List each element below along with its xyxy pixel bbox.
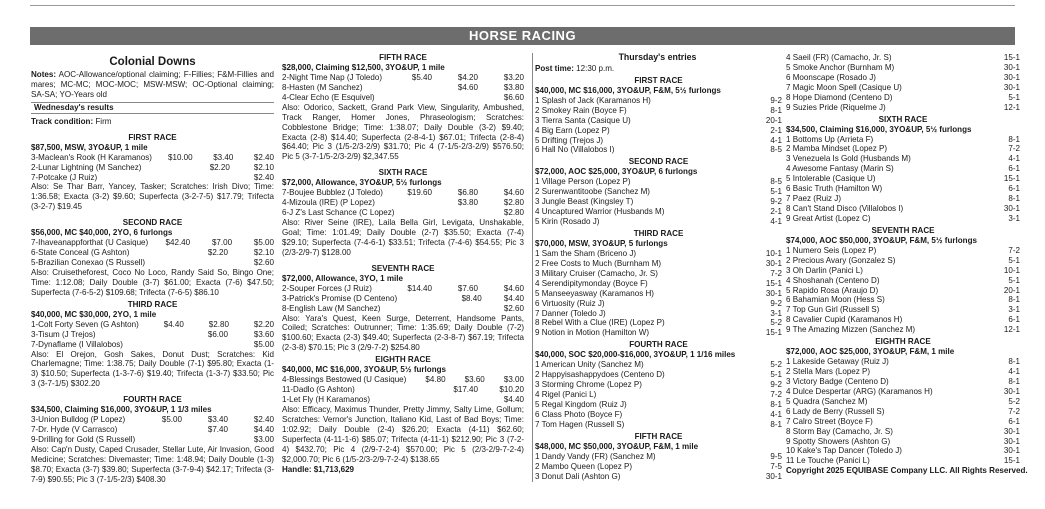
entry-row: 7 Top Gun Girl (Russell S) 3-1 <box>786 305 1020 315</box>
track-condition: Track condition: Firm <box>31 116 112 126</box>
race-summary: Also: Se Thar Barr, Yancey, Tasker; Scratches: Irish Divo; Time: 1:36.58; Exacta (3-2) $9.60; Superfecta (3-2-7-5) $17.79; Trifecta (3-2-7) $19.45 <box>31 182 274 212</box>
finisher-row: 3-Patrick's Promise (D Centeno) $8.40 $4.40 <box>282 293 525 303</box>
finisher-row: 3-Union Bulldog (P Lopez) $5.00 $3.40 $2.40 <box>31 415 274 425</box>
race-heading: THIRD RACE <box>127 299 178 309</box>
entry-row: 2 Smokey Rain (Boyce F) 8-1 <box>535 105 782 115</box>
race-conditions: $72,000, AOC $25,000, 3YO&UP, 6 furlongs <box>535 167 698 177</box>
race-heading: SIXTH RACE <box>378 168 428 178</box>
entry-row: 7 Tom Hagen (Russell S) 8-1 <box>535 419 782 429</box>
entry-row: 8 Hope Diamond (Centeno D) 5-1 <box>786 92 1020 102</box>
finisher-row: 2-Souper Forces (J Ruiz) $14.40 $7.60 $4.60 <box>282 283 524 293</box>
entry-row: 5 Drifting (Trejos J) 4-1 <box>535 135 782 145</box>
finisher-row: 6-J Z's Last Schance (C Lopez) $2.80 <box>282 208 525 218</box>
top-rule <box>30 5 1015 6</box>
column-entries-2 <box>786 53 1028 476</box>
race-conditions: $48,000, MC $50,000, 3YO&UP, F&M, 1 mile <box>535 441 699 451</box>
finisher-row: 1-Let Fly (H Karamanos) $4.40 <box>282 395 524 405</box>
entry-row: 4 Saeil (FR) (Camacho, Jr. S) 15-1 <box>786 53 1020 62</box>
finisher-row: 4-Blessings Bestowed (U Casique) $4.80 $3.60 $3.00 <box>282 375 524 385</box>
finisher-row: 8-English Law (M Sanchez) $2.60 <box>282 303 524 313</box>
entry-row: 8 Storm Bay (Camacho, Jr. S) 30-1 <box>786 426 1020 436</box>
entry-row: 5 Intolerable (Casique U) 15-1 <box>786 174 1020 184</box>
race-conditions: $40,000, MC $16,000, 3YO&UP, F&M, 5½ furlongs <box>535 85 721 95</box>
race-conditions: $28,000, Claiming $12,500, 3YO&UP, 1 mile <box>282 63 445 72</box>
entry-row: 2 Surenwantitoobe (Sanchez M) 5-1 <box>535 187 782 197</box>
section-banner: HORSE RACING <box>30 27 1015 45</box>
entry-row: 3 Donut Dali (Ashton G) 30-1 <box>535 471 782 481</box>
entry-row: 3 Venezuela Is Gold (Husbands M) 4-1 <box>786 154 1020 164</box>
entry-row: 4 Dulce Despertar (ARG) (Karamanos H) 30-1 <box>786 386 1020 396</box>
copyright-notice: Copyright 2025 EQUIBASE Company LLC. All Rights Reserved. <box>786 466 1028 476</box>
race-conditions: $40,000, SOC $20,000-$16,000, 3YO&UP, 1 1/16 miles <box>535 350 736 360</box>
entry-row: 9 The Amazing Mizzen (Sanchez M) 12-1 <box>786 325 1020 335</box>
finisher-row: 4-Mizoula (IRE) (P Lopez) $3.80 $2.80 <box>282 198 524 208</box>
race-summary: Also: El Orejon, Gosh Sakes, Donut Dust; Scratches: Kid Charlemagne; Time: 1:38.75; Daily Double (7-1) $95.80; Exacta (1-3) $10.50; Superfecta (1-3-7-6) $19.40; Trifecta (1-3-7) $33.50; Pic 3 (3-7-1/5) $302.20 <box>31 349 274 389</box>
finisher-row: 2-Night Time Nap (J Toledo) $5.40 $4.20 $3.20 <box>282 73 524 82</box>
entry-row: 3 Victory Badge (Centeno D) 8-1 <box>786 376 1020 386</box>
entry-row: 2 Mamba Mindset (Lopez P) 7-2 <box>786 144 1020 154</box>
entry-row: 5 Rapido Rosa (Araujo D) 20-1 <box>786 285 1020 295</box>
race-heading: SIXTH RACE <box>878 114 928 124</box>
entry-row: 4 Awesome Fantasy (Marin S) 6-1 <box>786 164 1020 174</box>
entry-row: 1 American Unity (Sanchez M) 5-2 <box>535 360 782 370</box>
entry-row: 5 Kirin (Rosado J) 4-1 <box>535 217 782 227</box>
race-heading: THIRD RACE <box>633 228 684 238</box>
entry-row: 6 Basic Truth (Hamilton W) 6-1 <box>786 184 1020 194</box>
entry-row: 1 Sam the Sham (Briceno J) 10-1 <box>535 248 782 258</box>
entry-row: 3 Oh Darlin (Panici L) 10-1 <box>786 265 1020 275</box>
entry-row: 6 Moonscape (Rosado J) 30-1 <box>786 72 1020 82</box>
finisher-row: 7-Boujee Bubblez (J Toledo) $19.60 $6.80 $4.60 <box>282 188 524 198</box>
column-entries-1 <box>532 53 782 482</box>
entry-row: 6 Bahamian Moon (Hess S) 8-1 <box>786 295 1020 305</box>
results-header: Wednesday's results <box>31 102 274 114</box>
entry-row: 2 Mambo Queen (Lopez P) 7-5 <box>535 461 782 471</box>
finisher-row: 2-Lunar Lightning (M Sanchez) $2.20 $2.10 <box>31 162 274 172</box>
race-conditions: $70,000, MSW, 3YO&UP, 5 furlongs <box>535 238 668 248</box>
entry-row: 7 Magic Moon Spell (Casique U) 30-1 <box>786 82 1020 92</box>
finisher-row: 11-Dadlo (G Ashton) $17.40 $10.20 <box>282 385 524 395</box>
finisher-row: 7-Dr. Hyde (V Carrasco) $7.40 $4.40 <box>31 425 274 435</box>
race-heading: FIRST RACE <box>634 75 683 85</box>
post-time: Post time: 12:30 p.m. <box>535 63 615 73</box>
entry-row: 1 Splash of Jack (Karamanos H) 9-2 <box>535 95 782 105</box>
race-conditions: $72,000, AOC $25,000, 3YO&UP, F&M, 1 mile <box>786 347 955 357</box>
finisher-row: 9-Drilling for Gold (S Russell) $3.00 <box>31 435 274 445</box>
entry-row: 3 Storming Chrome (Lopez P) 9-2 <box>535 380 782 390</box>
entry-row: 9 Great Artist (Lopez C) 3-1 <box>786 213 1020 223</box>
entry-row: 7 Paez (Ruiz J) 8-1 <box>786 194 1020 204</box>
entry-row: 3 Jungle Beast (Kingsley T) 9-2 <box>535 197 782 207</box>
entry-row: 10 Kake's Tap Dancer (Toledo J) 30-1 <box>786 446 1020 456</box>
race-conditions: $74,000, AOC $50,000, 3YO&UP, F&M, 5½ furlongs <box>786 235 977 245</box>
entry-row: 6 Class Photo (Boyce F) 4-1 <box>535 409 782 419</box>
entry-row: 2 Free Costs to Much (Burnham M) 30-1 <box>535 258 782 268</box>
finisher-row: 7-Ihaveanappforthat (U Casique) $42.40 $7.00 $5.00 <box>31 238 275 248</box>
finisher-row: 6-State Conceal (G Ashton) $2.20 $2.10 <box>31 248 274 258</box>
entry-row: 1 Lakeside Getaway (Ruiz J) 8-1 <box>786 357 1020 367</box>
entry-row: 3 Military Cruiser (Camacho, Jr. S) 7-2 <box>535 268 782 278</box>
entry-row: 5 Smoke Anchor (Burnham M) 30-1 <box>786 62 1020 72</box>
finisher-row: 5-Brazilian Conexao (S Russell) $2.60 <box>31 258 274 268</box>
entry-row: 8 Cavalier Cupid (Karamanos H) 6-1 <box>786 315 1020 325</box>
finisher-row: 4-Clear Echo (E Esquivel) $6.60 <box>282 92 524 102</box>
entry-row: 4 Rigel (Panici L) 7-2 <box>535 390 782 400</box>
finisher-row: 3-Tisum (J Trejos) $6.00 $3.60 <box>31 329 274 339</box>
entry-row: 4 Serendipitymonday (Boyce F) 15-1 <box>535 278 782 288</box>
race-heading: SEVENTH RACE <box>371 263 435 273</box>
entry-row: 8 Can't Stand Disco (Villalobos I) 30-1 <box>786 203 1020 213</box>
race-conditions: $40,000, MC $30,000, 2YO, 1 mile <box>31 309 157 319</box>
race-summary: Also: Odorico, Sackett, Grand Park View, Singularity, Ambushed, Track Ranger, Homer Jones, Phraseologism; Scratches: Cobblestone Bridge; Time: 1:38.07; Daily Double (3-2) $9.40; Exacta (2-8) $14.40; Superfecta (2-8-4-1) $67.01; Trifecta (2-8-4) $64.40; Pic 3 (1/5-2/3-2/9) $31.70; Pic 4 (7-1/5-2/3-2/9) $576.50; Pic 5 (3-7-1/5-2/3-2/9) $2,347.55 <box>282 102 524 162</box>
race-heading: FIRST RACE <box>128 132 177 142</box>
race-heading: SEVENTH RACE <box>871 225 935 235</box>
race-heading: FIFTH RACE <box>634 431 683 441</box>
entry-row: 2 Happyisashappydoes (Centeno D) 5-1 <box>535 370 782 380</box>
column-results-1 <box>31 53 274 485</box>
race-heading: EIGHTH RACE <box>875 337 931 347</box>
race-summary: Also: Cruisetheforest, Coco No Loco, Randy Said So, Bingo One; Time: 1:12.08; Daily Double (3-7) $61.00; Exacta (7-6) $47.50; Superfecta (7-6-5-2) $109.68; Trifecta (7-6-5) $86.10 <box>31 267 274 297</box>
entry-row: 1 Numero Seis (Lopez P) 7-2 <box>786 245 1020 255</box>
race-conditions: $72,000, Allowance, 3YO&UP, 5½ furlongs <box>282 178 442 188</box>
race-heading: FOURTH RACE <box>123 395 182 405</box>
race-heading: FOURTH RACE <box>629 340 688 350</box>
race-conditions: $34,500, Claiming $16,000, 3YO&UP, 1 1/3 miles <box>31 405 212 415</box>
handle: Handle: $1,713,629 <box>282 464 355 474</box>
entry-row: 5 Quadra (Sanchez M) 5-2 <box>786 396 1020 406</box>
race-heading: SECOND RACE <box>628 157 689 167</box>
finisher-row: 3-Maclean's Rook (H Karamanos) $10.00 $3.40 $2.40 <box>31 152 275 162</box>
race-heading: FIFTH RACE <box>379 53 427 62</box>
entry-row: 5 Manseeyasway (Karamanos H) 30-1 <box>535 288 782 298</box>
entry-row: 1 Bottoms Up (Arrieta F) 8-1 <box>786 134 1020 144</box>
finisher-row: 1-Colt Forty Seven (G Ashton) $4.40 $2.80 $2.20 <box>31 319 275 329</box>
race-summary: Also: Cap'n Dusty, Caped Crusader, Stellar Lute, Air Invasion, Good Medicine; Scratches: Divemaster; Time: 1:48.94; Daily Double (1-3) $8.70; Exacta (3-7) $39.80; Superfecta (3-7-9-4) $42.17; Trifecta (3-7-9) $90.55; Pic 3 (7-1/5-2/3) $408.30 <box>31 444 274 484</box>
entry-row: 6 Hall No (Villalobos I) 8-5 <box>535 145 782 155</box>
entry-row: 7 Calro Street (Boyce F) 6-1 <box>786 416 1020 426</box>
column-results-2 <box>282 53 524 474</box>
race-summary: Also: River Seine (IRE), Laila Bella Girl, Levigata, Unshakable, Goal; Time: 1:01.49; Daily Double (2-7) $35.50; Exacta (7-4) $29.10; Superfecta (7-4-6-1) $33.51; Trifecta (7-4-6) $54.55; Pic 3 (2/3-2/9-7) $128.00 <box>282 218 524 257</box>
entry-row: 2 Precious Avary (Gonzalez S) 5-1 <box>786 255 1020 265</box>
entry-row: 3 Tierra Santa (Casique U) 20-1 <box>535 115 782 125</box>
entry-row: 11 Le Touche (Panici L) 15-1 <box>786 456 1020 466</box>
track-title: Colonial Downs <box>109 56 196 68</box>
race-conditions: $72,000, Allowance, 3YO, 1 mile <box>282 273 403 283</box>
entries-header: Thursday's entries <box>618 52 697 62</box>
notes: Notes: AOC-Allowance/optional claiming; F-Fillies; F&M-Fillies and mares; MC-MC; MOC-MOC; MSW-MSW; OC-Optional claiming; SA-SA; YO-Years old <box>31 70 274 99</box>
race-conditions: $87,500, MSW, 3YO&UP, 1 mile <box>31 142 148 152</box>
entry-row: 1 Dandy Vandy (FR) (Sanchez M) 9-5 <box>535 451 782 461</box>
entry-row: 8 Rebel With a Clue (IRE) (Lopez P) 5-2 <box>535 318 782 328</box>
entry-row: 7 Danner (Toledo J) 3-1 <box>535 308 782 318</box>
race-conditions: $40,000, MC $16,000, 3YO&UP, 5½ furlongs <box>282 365 446 375</box>
race-heading: EIGHTH RACE <box>375 355 431 365</box>
entry-row: 4 Uncaptured Warrior (Husbands M) 2-1 <box>535 207 782 217</box>
entry-row: 1 Village Person (Lopez P) 8-5 <box>535 177 782 187</box>
race-summary: Also: Yara's Quest, Keen Surge, Deterrent, Handsome Pants, Coiled; Scratches: Outrunner; Time: 1:35.69; Daily Double (7-2) $100.60; Exacta (2-3) $49.40; Superfecta (2-3-8-7) $67.19; Trifecta (2-3-8) $70.15; Pic 3 (2/9-7-2) $254.80 <box>282 313 524 353</box>
entry-row: 4 Shoshanah (Centeno D) 5-1 <box>786 275 1020 285</box>
entry-row: 9 Suzies Pride (Riquelme J) 12-1 <box>786 102 1020 112</box>
entry-row: 6 Virtuosity (Ruiz J) 9-2 <box>535 298 782 308</box>
entry-row: 9 Spotty Showers (Ashton G) 30-1 <box>786 436 1020 446</box>
entry-row: 2 Stella Mars (Lopez P) 4-1 <box>786 367 1020 377</box>
entry-row: 6 Lady de Berry (Russell S) 7-2 <box>786 406 1020 416</box>
finisher-row: 7-Potcake (J Ruiz) $2.40 <box>31 172 274 182</box>
race-summary: Also: Efficacy, Maximus Thunder, Pretty Jimmy, Salty Lime, Gollum; Scratches: Vernor's Junction, Italiano Kid, Last of Bad Boys; Time: 1:02.92; Daily Double (2-4) $26.20; Exacta (4-11) $62.60; Superfecta (4-11-1-6) $85.07; Trifecta (4-11-1) $212.90; Pic 3 (7-2-4) $432.70; Pic 4 (2/9-7-2-4) $570.00; Pic 5 (2/3-2/9-7-2-4) $2,000.70; Pic 6 (1/5-2/3-2/9-7-2-4) $138.65 <box>282 404 524 464</box>
entry-row: 4 Big Earn (Lopez P) 2-1 <box>535 125 782 135</box>
entry-row: 5 Regal Kingdom (Ruiz J) 8-1 <box>535 399 782 409</box>
race-conditions: $56,000, MC $40,000, 2YO, 6 furlongs <box>31 228 173 238</box>
race-conditions: $34,500, Claiming $16,000, 3YO&UP, 5½ furlongs <box>786 124 972 134</box>
finisher-row: 8-Hasten (M Sanchez) $4.60 $3.80 <box>282 82 524 92</box>
entry-row: 9 Notion in Motion (Hamilton W) 15-1 <box>535 328 782 338</box>
race-heading: SECOND RACE <box>122 218 183 228</box>
finisher-row: 7-Dynaflame (I Villalobos) $5.00 <box>31 339 274 349</box>
